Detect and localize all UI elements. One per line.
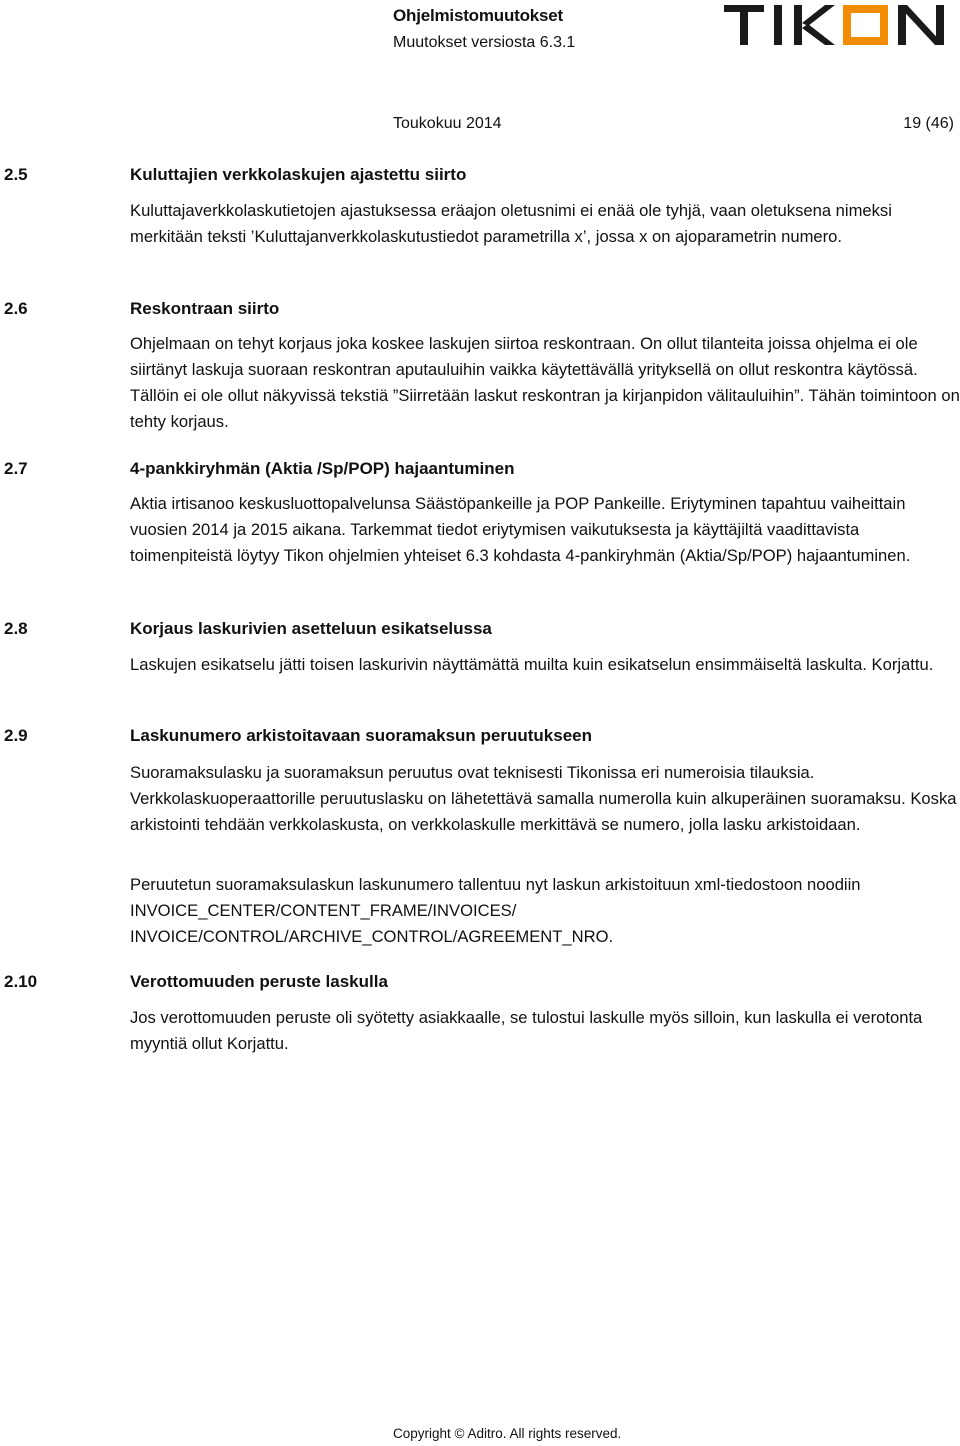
- document-subtitle: Muutokset versiosta 6.3.1: [393, 34, 576, 51]
- section-paragraph: Kuluttajaverkkolaskutietojen ajastuksessa eräajon oletusnimi ei enää ole tyhjä, vaan oletuksena nimeksi merkitään teksti ’Kuluttajanverkkolaskutustiedot parametrilla x’, jossa x on ajoparametrin numero.: [130, 201, 892, 246]
- section-number: 2.9: [4, 726, 28, 745]
- section-paragraph: Jos verottomuuden peruste oli syötetty asiakkaalle, se tulostui laskulle myös silloin, kun laskulla ei verotonta myyntiä ollut Korjattu.: [130, 1008, 923, 1053]
- page-number: 19 (46): [903, 115, 954, 132]
- section-title: Verottomuuden peruste laskulla: [130, 972, 388, 991]
- section-title: Korjaus laskurivien asetteluun esikatselussa: [130, 619, 492, 638]
- section-title: Reskontraan siirto: [130, 299, 280, 318]
- document-title: Ohjelmistomuutokset: [393, 6, 564, 25]
- section-title: Laskunumero arkistoitavaan suoramaksun peruutukseen: [130, 726, 592, 745]
- section-title: 4-pankkiryhmän (Aktia /Sp/POP) hajaantuminen: [130, 459, 515, 478]
- section-number: 2.5: [4, 165, 28, 184]
- section-title: Kuluttajien verkkolaskujen ajastettu siirto: [130, 165, 467, 184]
- section-number: 2.10: [4, 972, 38, 991]
- copyright-footer: Copyright © Aditro. All rights reserved.: [393, 1426, 622, 1441]
- section-paragraph: Ohjelmaan on tehyt korjaus joka koskee laskujen siirtoa reskontraan. On ollut tilanteita joissa ohjelma ei ole siirtänyt laskuja suoraan reskontran aputauluihin vaikka käytettävällä yrityksellä on ollut reskontra käytössä. Tällöin ei ole ollut näkyvissä tekstiä ”Siirretään laskut reskontran ja kirjanpidon välitauluihin”. Tähän toimintoon on tehty korjaus.: [130, 334, 960, 431]
- tikon-logo: [722, 2, 948, 48]
- section-paragraph: Peruutetun suoramaksulaskun laskunumero tallentuu nyt laskun arkistoituun xml-tiedostoon noodiin INVOICE_CENTER/CONTENT_FRAME/INVOICES/ INVOICE/CONTROL/ARCHIVE_CONTROL/AGREEMENT_NRO.: [130, 875, 861, 946]
- section-number: 2.6: [4, 299, 28, 318]
- section-paragraph: Aktia irtisanoo keskusluottopalvelunsa Säästöpankeille ja POP Pankeille. Eriytyminen tapahtuu vaiheittain vuosien 2014 ja 2015 aikana. Tarkemmat tiedot eriytymisen vaikutuksesta ja käyttäjiltä vaadittavista toimenpiteistä löytyy Tikon ohjelmien yhteiset 6.3 kohdasta 4-pankiryhmän (Aktia/Sp/POP) hajaantuminen.: [130, 494, 911, 565]
- section-paragraph: Laskujen esikatselu jätti toisen laskurivin näyttämättä muilta kuin esikatselun ensimmäiseltä laskulta. Korjattu.: [130, 655, 934, 674]
- section-paragraph: Suoramaksulasku ja suoramaksun peruutus ovat teknisesti Tikonissa eri numeroisia tilauksia. Verkkolaskuoperaattorille peruutuslasku on lähetettävä samalla numerolla kuin alkuperäinen suoramaksu. Koska arkistointi tehdään verkkolaskusta, on verkkolaskulle merkittävä se numero, jolla lasku arkistoidaan.: [130, 763, 957, 834]
- section-number: 2.8: [4, 619, 28, 638]
- document-date: Toukokuu 2014: [393, 115, 502, 132]
- section-number: 2.7: [4, 459, 28, 478]
